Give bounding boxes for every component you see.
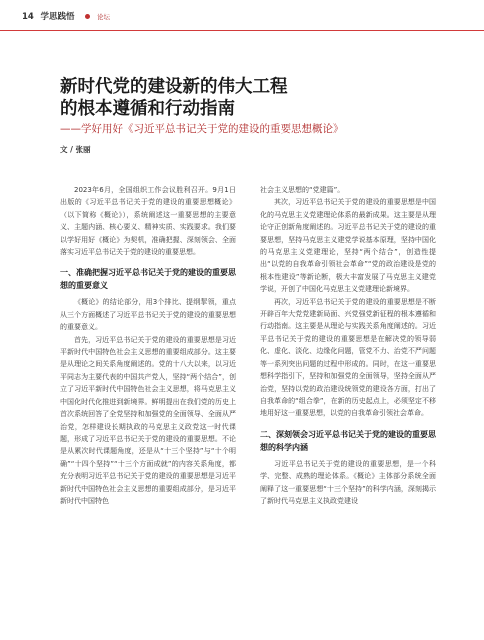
article-title [60,76,460,120]
left-column [60,184,236,507]
paragraph: 其次，习近平总书记关于党的建设的重要思想是中国化的马克思主义党建理论体系的最新成果。这主要是从理论守正创新角度阐述的。习近平总书记关于党的建设的重要思想，坚持马克思主义建党学说基本原理，坚持中国化的马克思主义党建理论，坚持“两个结合”，创造性提出“以党的自我革命引领社会革命”“党的政治建设是党的根本性建设”等新论断，极大丰富发展了马克思主义建党学说，开创了中国化马克思主义党建理论新境界。 [260,198,436,294]
header-divider [0,30,484,31]
article-title-line2: 的根本遵循和行动指南 [60,99,235,119]
section-heading-1: 一、准确把握习近平总书记关于党的建设的重要思想的重要意义 [60,268,236,291]
paragraph: 再次，习近平总书记关于党的建设的重要思想是不断开辟百年大党党建新局面、兴党强党新征程的根本遵循和行动指南。这主要是从理论与实践关系角度阐述的。习近平总书记关于党的建设的重要思想是在解决党的领导弱化、虚化、淡化、边缘化问题，管党不力、治党不严问题等一系列突出问题的过程中形成的。同时，在这一重要思想科学指引下，坚持和加强党的全面领导，坚持全面从严治党，坚持以党的政治建设统领党的建设各方面，打出了自我革命的“组合拳”，在新的历史起点上，必须坚定不移地用好这一重要思想，以党的自我革命引领社会革命。 [260,297,436,418]
right-column [260,184,436,507]
article-subtitle: ——学好用好《习近平总书记关于党的建设的重要思想概论》 [60,123,344,135]
section-name: 学思践悟 [40,12,75,22]
page-number: 14 [22,12,34,22]
article-author: 文 / 张丽 [60,145,91,154]
paragraph: 习近平总书记关于党的建设的重要思想，是一个科学、完整、成熟的理论体系。《概论》主体部分系统全面阐释了这一重要思想“十三个坚持”的科学内涵，深刻揭示了新时代马克思主义执政党建设 [260,459,436,505]
bullet-dot-icon [85,14,90,19]
paragraph: 首先，习近平总书记关于党的建设的重要思想是习近平新时代中国特色社会主义思想的重要组成部分。这主要是从理论之间关系角度阐述的。党的十八大以来，以习近平同志为主要代表的中国共产党人，坚持“两个结合”，创立了习近平新时代中国特色社会主义思想，将马克思主义中国化时代化推进到新境界。鲜明提出在我们党的历史上首次系统回答了全党坚持和加强党的全面领导、全面从严治党，怎样建设长期执政的马克思主义政党这一时代课题，形成了习近平总书记关于党的建设的重要思想。不论是从累次时代课题角度，还是从“十三个坚持”与“十个明确”“十四个坚持”“十三个方面成就”的内容关系角度，都充分表明习近平总书记关于党的建设的重要思想是习近平新时代中国特色社会主义思想的重要组成部分，是习近平新时代中国特色 [60,335,236,505]
paragraph-continued: 社会主义思想的“党建篇”。 [260,186,345,194]
paragraph: 2023年6月，全国组织工作会议胜利召开。9月1日出版的《习近平总书记关于党的建设的重要思想概论》（以下简称《概论》），系统阐述这一重要思想的主要意义、主题内涵、核心要义、精神实质、实践要求。我们要以学好用好《概论》为契机，准确把握、深刻领会、全面落实习近平总书记关于党的建设的重要思想。 [60,186,236,257]
subsection-name: 论坛 [96,13,110,21]
section-heading-2: 二、深刻领会习近平总书记关于党的建设的重要思想的科学内涵 [260,429,436,452]
page-header [22,10,462,28]
article-title-line1: 新时代党的建设新的伟大工程 [60,77,288,97]
paragraph: 《概论》的结论部分，用3个排比、提纲挈领，重点从三个方面概述了习近平总书记关于党的建设的重要思想的重要意义。 [60,298,236,332]
